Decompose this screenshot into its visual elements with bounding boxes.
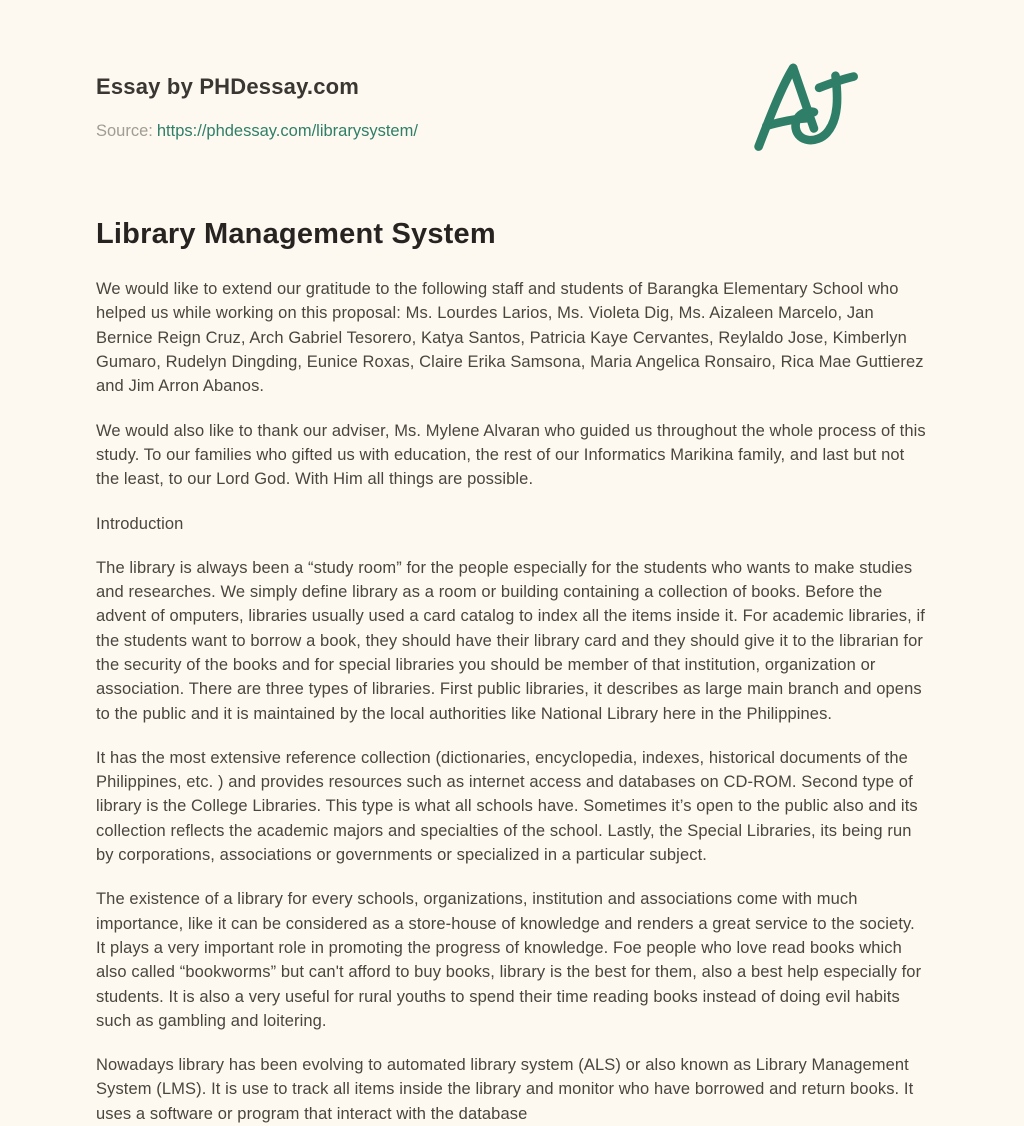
acknowledgement-paragraph-1: We would like to extend our gratitude to the following staff and students of Barangka Elementary School who helped us while working on this proposal: Ms. Lourdes Larios, Ms. Violeta Dig, Ms. Aizaleen Marcelo, Jan Bernice Reign Cruz, Arch Gabriel Tesorero, Katya Santos, Patricia Kaye Cervantes, Reylaldo Jose, Kimberlyn Gumaro, Rudelyn Dingding, Eunice Roxas, Claire Erika Samsona, Maria Angelica Ronsairo, Rica Mae Guttierez and Jim Arron Abanos.: [96, 280, 924, 396]
acknowledgement-paragraph-2: We would also like to thank our adviser, Ms. Mylene Alvaran who guided us throughout the whole process of this study. To our families who gifted us with education, the rest of our Informatics Marikina family, and last but not the least, to our Lord God. With Him all things are possible.: [96, 421, 926, 489]
phdessay-a-plus-logo-icon: [746, 55, 868, 163]
source-link[interactable]: https://phdessay.com/librarysystem/: [156, 122, 418, 140]
essay-article: [96, 218, 928, 1126]
section-heading-introduction: Introduction: [96, 514, 184, 533]
introduction-paragraph-4: Nowadays library has been evolving to automated library system (ALS) or also known as Library Management System (LMS). It is use to track all items inside the library and monitor who have borrowed and return books. It uses a software or program that interact with the database: [96, 1056, 914, 1123]
source-label: Source:: [96, 122, 153, 140]
introduction-paragraph-1: The library is always been a “study room” for the people especially for the students who wants to make studies and researches. We simply define library as a room or building containing a collection of books. Before the advent of omputers, libraries usually used a card catalog to index all the items inside it. For academic libraries, if the students want to borrow a book, they should have their library card and they should give it to the librarian for the security of the books and for special libraries you should be member of that institution, organization or association. There are three types of libraries. First public libraries, it describes as large main branch and opens to the public and it is maintained by the local authorities like National Library here in the Philippines.: [96, 558, 925, 723]
introduction-paragraph-3: The existence of a library for every schools, organizations, institution and associations come with much importance, like it can be considered as a store-house of knowledge and renders a great service to the society. It plays a very important role in promoting the progress of knowledge. Foe people who love read books which also called “bookworms” but can't afford to buy books, library is the best for them, also a best help especially for students. It is also a very useful for rural youths to spend their time reading books instead of doing evil habits such as gambling and loitering.: [96, 890, 922, 1030]
site-title: Essay by PHDessay.com: [96, 74, 360, 99]
introduction-paragraph-2: It has the most extensive reference collection (dictionaries, encyclopedia, indexes, historical documents of the Philippines, etc. ) and provides resources such as internet access and databases on CD-ROM. Second type of library is the College Libraries. This type is what all schools have. Sometimes it’s open to the public also and its collection reflects the academic majors and specialties of the school. Lastly, the Special Libraries, its being run by corporations, associations or governments or specialized in a particular subject.: [96, 748, 918, 865]
page-title: Library Management System: [96, 217, 496, 250]
essay-page: [96, 0, 928, 1126]
